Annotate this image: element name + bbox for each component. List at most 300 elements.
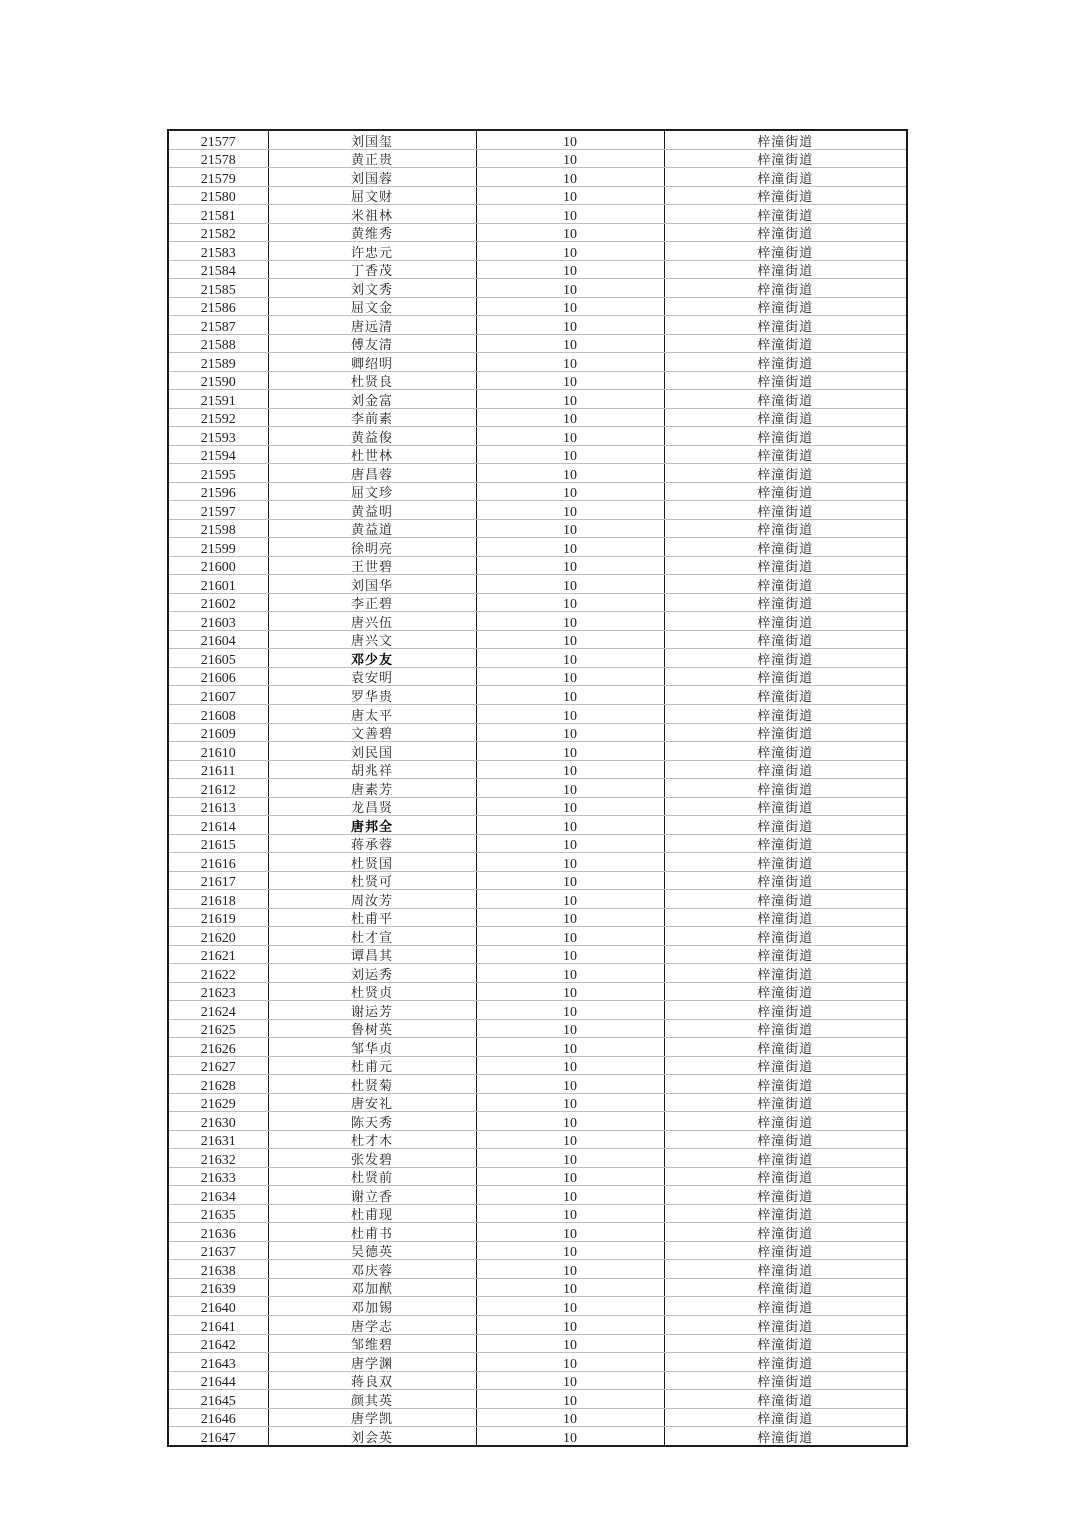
cell-amount: 10 <box>476 464 664 483</box>
cell-name: 邹华贞 <box>268 1038 476 1057</box>
cell-id: 21625 <box>168 1019 268 1038</box>
cell-id: 21631 <box>168 1130 268 1149</box>
cell-amount: 10 <box>476 575 664 594</box>
cell-name: 刘国华 <box>268 575 476 594</box>
table-row <box>168 630 907 649</box>
cell-amount: 10 <box>476 1019 664 1038</box>
cell-id: 21612 <box>168 779 268 798</box>
cell-amount: 10 <box>476 760 664 779</box>
cell-name: 屈文财 <box>268 186 476 205</box>
cell-street: 梓潼街道 <box>664 686 907 705</box>
cell-id: 21621 <box>168 945 268 964</box>
table-row <box>168 816 907 835</box>
cell-amount: 10 <box>476 853 664 872</box>
cell-street: 梓潼街道 <box>664 186 907 205</box>
cell-name: 屈文金 <box>268 297 476 316</box>
cell-amount: 10 <box>476 723 664 742</box>
cell-amount: 10 <box>476 1353 664 1372</box>
table-row <box>168 871 907 890</box>
cell-name: 龙昌贤 <box>268 797 476 816</box>
cell-name: 杜甫现 <box>268 1204 476 1223</box>
cell-street: 梓潼街道 <box>664 760 907 779</box>
cell-name: 唐兴文 <box>268 630 476 649</box>
table-row <box>168 686 907 705</box>
table-row <box>168 408 907 427</box>
table-row <box>168 168 907 187</box>
table-row <box>168 186 907 205</box>
cell-street: 梓潼街道 <box>664 704 907 723</box>
cell-amount: 10 <box>476 871 664 890</box>
cell-street: 梓潼街道 <box>664 964 907 983</box>
cell-name: 张发碧 <box>268 1149 476 1168</box>
cell-street: 梓潼街道 <box>664 1297 907 1316</box>
cell-id: 21616 <box>168 853 268 872</box>
cell-amount: 10 <box>476 519 664 538</box>
cell-amount: 10 <box>476 1427 664 1446</box>
cell-id: 21592 <box>168 408 268 427</box>
cell-id: 21636 <box>168 1223 268 1242</box>
cell-street: 梓潼街道 <box>664 130 907 149</box>
cell-name: 刘会英 <box>268 1427 476 1446</box>
cell-name: 颜其英 <box>268 1390 476 1409</box>
cell-amount: 10 <box>476 964 664 983</box>
cell-id: 21644 <box>168 1371 268 1390</box>
cell-name: 袁安明 <box>268 667 476 686</box>
table-row <box>168 760 907 779</box>
cell-name: 谭昌其 <box>268 945 476 964</box>
data-table <box>167 129 908 1447</box>
table-row <box>168 1353 907 1372</box>
cell-name: 杜甫元 <box>268 1056 476 1075</box>
cell-street: 梓潼街道 <box>664 1353 907 1372</box>
cell-id: 21605 <box>168 649 268 668</box>
table-row <box>168 1427 907 1446</box>
cell-name: 丁香茂 <box>268 260 476 279</box>
table-row <box>168 1186 907 1205</box>
cell-id: 21620 <box>168 927 268 946</box>
cell-name: 文善碧 <box>268 723 476 742</box>
cell-amount: 10 <box>476 149 664 168</box>
cell-name: 唐学渊 <box>268 1353 476 1372</box>
cell-amount: 10 <box>476 334 664 353</box>
cell-street: 梓潼街道 <box>664 390 907 409</box>
table-row <box>168 1056 907 1075</box>
cell-name: 唐太平 <box>268 704 476 723</box>
cell-name: 杜贤可 <box>268 871 476 890</box>
cell-street: 梓潼街道 <box>664 723 907 742</box>
cell-street: 梓潼街道 <box>664 149 907 168</box>
cell-street: 梓潼街道 <box>664 1056 907 1075</box>
cell-street: 梓潼街道 <box>664 1038 907 1057</box>
cell-amount: 10 <box>476 908 664 927</box>
cell-amount: 10 <box>476 279 664 298</box>
cell-street: 梓潼街道 <box>664 1334 907 1353</box>
cell-id: 21584 <box>168 260 268 279</box>
table-row <box>168 445 907 464</box>
table-row <box>168 1241 907 1260</box>
table-row <box>168 1001 907 1020</box>
table-row <box>168 575 907 594</box>
table-row <box>168 927 907 946</box>
cell-amount: 10 <box>476 1278 664 1297</box>
table-row <box>168 1112 907 1131</box>
cell-id: 21619 <box>168 908 268 927</box>
cell-name: 杜贤菊 <box>268 1075 476 1094</box>
table-row <box>168 1408 907 1427</box>
table-row <box>168 723 907 742</box>
table-row <box>168 853 907 872</box>
cell-amount: 10 <box>476 1056 664 1075</box>
cell-amount: 10 <box>476 890 664 909</box>
cell-name: 杜贤良 <box>268 371 476 390</box>
cell-id: 21639 <box>168 1278 268 1297</box>
cell-name: 唐邦全 <box>268 816 476 835</box>
cell-id: 21637 <box>168 1241 268 1260</box>
table-row <box>168 649 907 668</box>
cell-street: 梓潼街道 <box>664 834 907 853</box>
cell-id: 21588 <box>168 334 268 353</box>
cell-amount: 10 <box>476 1167 664 1186</box>
table-row <box>168 1149 907 1168</box>
cell-name: 刘金富 <box>268 390 476 409</box>
cell-amount: 10 <box>476 945 664 964</box>
cell-street: 梓潼街道 <box>664 1390 907 1409</box>
cell-id: 21643 <box>168 1353 268 1372</box>
table-row <box>168 538 907 557</box>
table-row <box>168 464 907 483</box>
cell-name: 杜甫书 <box>268 1223 476 1242</box>
cell-name: 唐远清 <box>268 316 476 335</box>
cell-name: 胡兆祥 <box>268 760 476 779</box>
cell-name: 陈天秀 <box>268 1112 476 1131</box>
cell-amount: 10 <box>476 353 664 372</box>
cell-id: 21615 <box>168 834 268 853</box>
table-row <box>168 834 907 853</box>
cell-amount: 10 <box>476 205 664 224</box>
cell-street: 梓潼街道 <box>664 538 907 557</box>
cell-street: 梓潼街道 <box>664 501 907 520</box>
cell-name: 王世碧 <box>268 556 476 575</box>
cell-name: 蒋承蓉 <box>268 834 476 853</box>
cell-name: 刘民国 <box>268 742 476 761</box>
table-row <box>168 908 907 927</box>
cell-street: 梓潼街道 <box>664 353 907 372</box>
cell-id: 21626 <box>168 1038 268 1057</box>
table-row <box>168 1390 907 1409</box>
cell-amount: 10 <box>476 242 664 261</box>
table-row <box>168 1278 907 1297</box>
cell-amount: 10 <box>476 1186 664 1205</box>
cell-id: 21580 <box>168 186 268 205</box>
cell-id: 21623 <box>168 982 268 1001</box>
cell-name: 鲁树英 <box>268 1019 476 1038</box>
table-row <box>168 593 907 612</box>
table-row <box>168 1130 907 1149</box>
cell-street: 梓潼街道 <box>664 575 907 594</box>
cell-id: 21582 <box>168 223 268 242</box>
cell-street: 梓潼街道 <box>664 1408 907 1427</box>
table-row <box>168 223 907 242</box>
cell-street: 梓潼街道 <box>664 853 907 872</box>
cell-id: 21604 <box>168 630 268 649</box>
cell-name: 唐安礼 <box>268 1093 476 1112</box>
table-row <box>168 390 907 409</box>
cell-id: 21583 <box>168 242 268 261</box>
cell-id: 21599 <box>168 538 268 557</box>
cell-id: 21597 <box>168 501 268 520</box>
cell-street: 梓潼街道 <box>664 205 907 224</box>
cell-street: 梓潼街道 <box>664 519 907 538</box>
cell-id: 21587 <box>168 316 268 335</box>
cell-name: 刘文秀 <box>268 279 476 298</box>
table-row <box>168 556 907 575</box>
cell-name: 唐学志 <box>268 1316 476 1335</box>
table-row <box>168 260 907 279</box>
table-row <box>168 964 907 983</box>
cell-id: 21610 <box>168 742 268 761</box>
cell-street: 梓潼街道 <box>664 649 907 668</box>
cell-street: 梓潼街道 <box>664 612 907 631</box>
cell-street: 梓潼街道 <box>664 1186 907 1205</box>
cell-id: 21596 <box>168 482 268 501</box>
cell-id: 21642 <box>168 1334 268 1353</box>
cell-amount: 10 <box>476 260 664 279</box>
cell-name: 谢运芳 <box>268 1001 476 1020</box>
table-row <box>168 130 907 149</box>
table-row <box>168 1075 907 1094</box>
cell-name: 邓少友 <box>268 649 476 668</box>
cell-name: 米祖林 <box>268 205 476 224</box>
cell-id: 21586 <box>168 297 268 316</box>
table-row <box>168 1297 907 1316</box>
cell-street: 梓潼街道 <box>664 667 907 686</box>
cell-name: 吴德英 <box>268 1241 476 1260</box>
cell-id: 21627 <box>168 1056 268 1075</box>
cell-name: 黄维秀 <box>268 223 476 242</box>
cell-amount: 10 <box>476 612 664 631</box>
cell-name: 李正碧 <box>268 593 476 612</box>
cell-id: 21647 <box>168 1427 268 1446</box>
cell-amount: 10 <box>476 427 664 446</box>
cell-name: 唐学凯 <box>268 1408 476 1427</box>
cell-street: 梓潼街道 <box>664 242 907 261</box>
cell-id: 21608 <box>168 704 268 723</box>
cell-name: 杜才木 <box>268 1130 476 1149</box>
cell-id: 21635 <box>168 1204 268 1223</box>
cell-amount: 10 <box>476 686 664 705</box>
table-row <box>168 334 907 353</box>
cell-street: 梓潼街道 <box>664 1316 907 1335</box>
cell-amount: 10 <box>476 1204 664 1223</box>
cell-street: 梓潼街道 <box>664 816 907 835</box>
cell-name: 邹维碧 <box>268 1334 476 1353</box>
cell-street: 梓潼街道 <box>664 556 907 575</box>
cell-street: 梓潼街道 <box>664 1112 907 1131</box>
cell-street: 梓潼街道 <box>664 464 907 483</box>
cell-amount: 10 <box>476 982 664 1001</box>
cell-id: 21629 <box>168 1093 268 1112</box>
table-row <box>168 779 907 798</box>
cell-id: 21578 <box>168 149 268 168</box>
cell-amount: 10 <box>476 1334 664 1353</box>
cell-amount: 10 <box>476 408 664 427</box>
cell-amount: 10 <box>476 1112 664 1131</box>
cell-amount: 10 <box>476 1371 664 1390</box>
table-row <box>168 279 907 298</box>
cell-name: 屈文珍 <box>268 482 476 501</box>
cell-name: 黄正贵 <box>268 149 476 168</box>
cell-id: 21603 <box>168 612 268 631</box>
cell-name: 邓加猷 <box>268 1278 476 1297</box>
cell-id: 21634 <box>168 1186 268 1205</box>
cell-id: 21594 <box>168 445 268 464</box>
cell-amount: 10 <box>476 501 664 520</box>
cell-street: 梓潼街道 <box>664 1167 907 1186</box>
cell-street: 梓潼街道 <box>664 168 907 187</box>
cell-name: 杜贤贞 <box>268 982 476 1001</box>
cell-id: 21601 <box>168 575 268 594</box>
table-row <box>168 316 907 335</box>
table-row <box>168 297 907 316</box>
cell-name: 杜贤前 <box>268 1167 476 1186</box>
cell-street: 梓潼街道 <box>664 1260 907 1279</box>
cell-amount: 10 <box>476 1223 664 1242</box>
cell-amount: 10 <box>476 390 664 409</box>
table-row <box>168 982 907 1001</box>
table-row <box>168 945 907 964</box>
cell-amount: 10 <box>476 704 664 723</box>
cell-amount: 10 <box>476 593 664 612</box>
cell-amount: 10 <box>476 538 664 557</box>
cell-name: 周汝芳 <box>268 890 476 909</box>
cell-amount: 10 <box>476 1390 664 1409</box>
cell-id: 21607 <box>168 686 268 705</box>
cell-id: 21645 <box>168 1390 268 1409</box>
cell-street: 梓潼街道 <box>664 797 907 816</box>
cell-street: 梓潼街道 <box>664 630 907 649</box>
cell-id: 21613 <box>168 797 268 816</box>
cell-id: 21638 <box>168 1260 268 1279</box>
table-row <box>168 1019 907 1038</box>
cell-amount: 10 <box>476 316 664 335</box>
cell-id: 21591 <box>168 390 268 409</box>
cell-amount: 10 <box>476 556 664 575</box>
cell-amount: 10 <box>476 223 664 242</box>
cell-name: 刘国玺 <box>268 130 476 149</box>
table-row <box>168 612 907 631</box>
table-row <box>168 667 907 686</box>
cell-id: 21622 <box>168 964 268 983</box>
cell-amount: 10 <box>476 371 664 390</box>
cell-amount: 10 <box>476 1130 664 1149</box>
cell-amount: 10 <box>476 797 664 816</box>
cell-amount: 10 <box>476 482 664 501</box>
cell-street: 梓潼街道 <box>664 1019 907 1038</box>
cell-name: 黄益明 <box>268 501 476 520</box>
cell-name: 许忠元 <box>268 242 476 261</box>
cell-id: 21579 <box>168 168 268 187</box>
cell-street: 梓潼街道 <box>664 1427 907 1446</box>
table-row <box>168 1223 907 1242</box>
cell-street: 梓潼街道 <box>664 1001 907 1020</box>
cell-street: 梓潼街道 <box>664 1241 907 1260</box>
cell-id: 21618 <box>168 890 268 909</box>
cell-name: 杜才宣 <box>268 927 476 946</box>
cell-id: 21630 <box>168 1112 268 1131</box>
cell-id: 21577 <box>168 130 268 149</box>
cell-name: 刘国蓉 <box>268 168 476 187</box>
cell-street: 梓潼街道 <box>664 982 907 1001</box>
cell-amount: 10 <box>476 1001 664 1020</box>
cell-amount: 10 <box>476 1038 664 1057</box>
cell-amount: 10 <box>476 742 664 761</box>
cell-name: 刘运秀 <box>268 964 476 983</box>
cell-name: 邓庆蓉 <box>268 1260 476 1279</box>
cell-id: 21593 <box>168 427 268 446</box>
cell-street: 梓潼街道 <box>664 1093 907 1112</box>
cell-street: 梓潼街道 <box>664 1204 907 1223</box>
cell-street: 梓潼街道 <box>664 445 907 464</box>
table-row <box>168 797 907 816</box>
cell-id: 21589 <box>168 353 268 372</box>
table-body <box>168 130 907 1446</box>
cell-amount: 10 <box>476 130 664 149</box>
cell-street: 梓潼街道 <box>664 890 907 909</box>
table-row <box>168 1204 907 1223</box>
cell-amount: 10 <box>476 1241 664 1260</box>
cell-street: 梓潼街道 <box>664 1149 907 1168</box>
cell-amount: 10 <box>476 1093 664 1112</box>
cell-street: 梓潼街道 <box>664 779 907 798</box>
cell-street: 梓潼街道 <box>664 279 907 298</box>
cell-amount: 10 <box>476 927 664 946</box>
table-row <box>168 1316 907 1335</box>
cell-street: 梓潼街道 <box>664 223 907 242</box>
cell-name: 黄益俊 <box>268 427 476 446</box>
cell-id: 21641 <box>168 1316 268 1335</box>
cell-street: 梓潼街道 <box>664 260 907 279</box>
cell-amount: 10 <box>476 1149 664 1168</box>
cell-amount: 10 <box>476 1408 664 1427</box>
table-row <box>168 371 907 390</box>
cell-name: 黄益道 <box>268 519 476 538</box>
cell-amount: 10 <box>476 816 664 835</box>
table-row <box>168 704 907 723</box>
cell-name: 邓加锡 <box>268 1297 476 1316</box>
cell-name: 傅友清 <box>268 334 476 353</box>
cell-name: 唐昌蓉 <box>268 464 476 483</box>
cell-name: 罗华贵 <box>268 686 476 705</box>
cell-id: 21600 <box>168 556 268 575</box>
cell-street: 梓潼街道 <box>664 482 907 501</box>
cell-name: 谢立香 <box>268 1186 476 1205</box>
cell-id: 21590 <box>168 371 268 390</box>
cell-id: 21606 <box>168 667 268 686</box>
table-row <box>168 427 907 446</box>
cell-name: 唐兴伍 <box>268 612 476 631</box>
cell-street: 梓潼街道 <box>664 1130 907 1149</box>
cell-amount: 10 <box>476 649 664 668</box>
cell-name: 杜世林 <box>268 445 476 464</box>
table-row <box>168 1334 907 1353</box>
cell-street: 梓潼街道 <box>664 334 907 353</box>
cell-street: 梓潼街道 <box>664 371 907 390</box>
cell-street: 梓潼街道 <box>664 1223 907 1242</box>
table-row <box>168 742 907 761</box>
cell-id: 21633 <box>168 1167 268 1186</box>
cell-street: 梓潼街道 <box>664 297 907 316</box>
table-row <box>168 1260 907 1279</box>
